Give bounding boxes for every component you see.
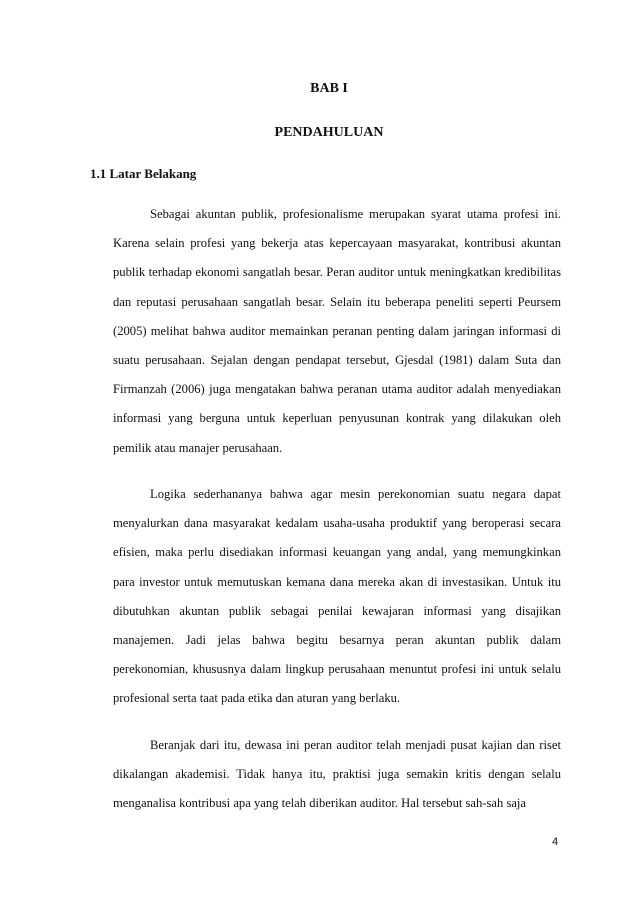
paragraph-3: Beranjak dari itu, dewasa ini peran auditor telah menjadi pusat kajian dan riset dikalangan akademisi. Tidak hanya itu, praktisi juga semakin kritis dengan selalu menganalisa kontribusi apa yang telah diberikan auditor. Hal tersebut sah-sah saja — [113, 738, 561, 811]
chapter-title: PENDAHULUAN — [274, 125, 384, 140]
section-heading: 1.1 Latar Belakang — [90, 166, 197, 181]
paragraph-1: Sebagai akuntan publik, profesionalisme merupakan syarat utama profesi ini. Karena selain profesi yang bekerja atas kepercayaan masyarakat, kontribusi akuntan publik terhadap ekonomi sangatlah besar. Peran auditor untuk meningkatkan kredibilitas dan reputasi perusahaan sangatlah besar. Selain itu beberapa peneliti seperti Peursem (2005) melihat bahwa auditor memainkan peranan penting dalam jaringan informasi di suatu perusahaan. Sejalan dengan pendapat tersebut, Gjesdal (1981) dalam Suta dan Firmanzah (2006) juga mengatakan bahwa peranan utama auditor adalah menyediakan informasi yang berguna untuk keperluan penyusunan kontrak yang dilakukan oleh pemilik atau manajer perusahaan. — [113, 207, 561, 455]
page-number: 4 — [552, 836, 559, 848]
paragraph-2: Logika sederhananya bahwa agar mesin perekonomian suatu negara dapat menyalurkan dana masyarakat kedalam usaha-usaha produktif yang beroperasi secara efisien, maka perlu disediakan informasi keuangan yang andal, yang memungkinkan para investor untuk memutuskan kemana dana mereka akan di investasikan. Untuk itu dibutuhkan akuntan publik sebagai penilai kewajaran informasi yang disajikan manajemen. Jadi jelas bahwa begitu besarnya peran akuntan publik dalam perekonomian, khususnya dalam lingkup perusahaan menuntut profesi ini untuk selalu profesional serta taat pada etika dan aturan yang berlaku. — [113, 487, 561, 706]
chapter-number: BAB I — [310, 81, 348, 96]
